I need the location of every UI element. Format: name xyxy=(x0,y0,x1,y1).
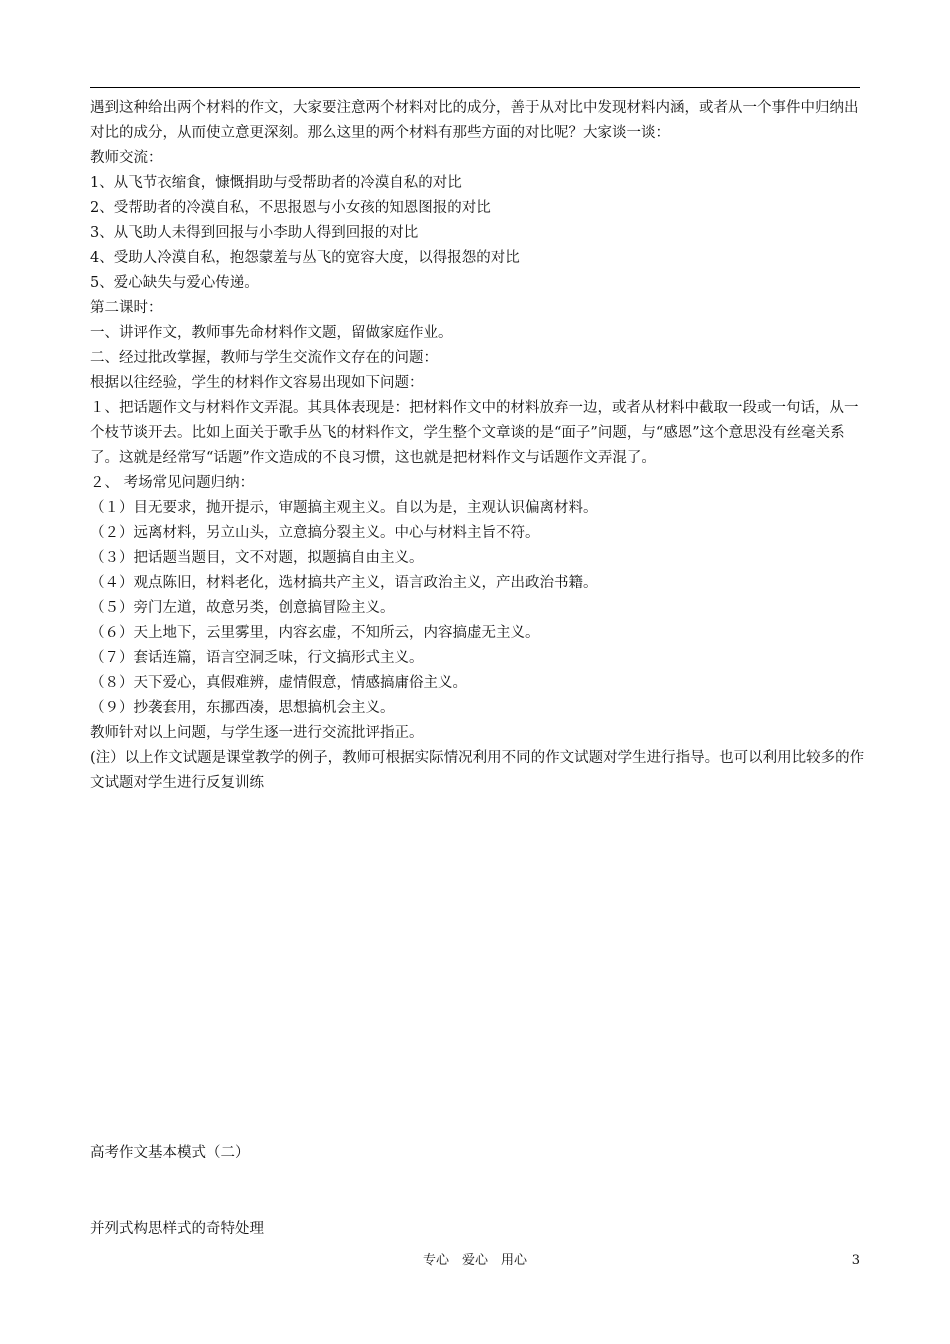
subsection-title: 并列式构思样式的奇特处理 xyxy=(90,1221,264,1237)
problem-item-1: （１）目无要求，抛开提示，审题搞主观主义。自以为是，主观认识偏离材料。 xyxy=(90,500,598,516)
contrast-item-1: 1、从飞节衣缩食，慷慨捐助与受帮助者的冷漠自私的对比 xyxy=(90,175,462,191)
footer-slogan: 专心 爱心 用心 xyxy=(422,1253,527,1268)
problem-item-3: （３）把话题当题目，文不对题，拟题搞自由主义。 xyxy=(90,550,424,566)
problem-item-7: （７）套话连篇，语言空洞乏味，行文搞形式主义。 xyxy=(90,650,424,666)
contrast-item-5: 5、爱心缺失与爱心传递。 xyxy=(90,275,259,291)
problem-item-4: （４）观点陈旧，材料老化，选材搞共产主义，语言政治主义，产出政治书籍。 xyxy=(90,575,598,591)
step-1: 一、讲评作文，教师事先命材料作文题，留做家庭作业。 xyxy=(90,325,453,341)
problem-1-paragraph: １、把话题作文与材料作文弄混。其具体表现是：把材料作文中的材料放弃一边，或者从材料中截取一段或一句话，从一个枝节谈开去。比如上面关于歌手丛飞的材料作文，学生整个文章谈的是“面子”问题，与“感恩”这个意思没有丝毫关系了。这就是经常写“话题”作文造成的不良习惯，这也就是把材料作文与话题作文弄混了。 xyxy=(90,400,859,466)
problem-item-5: （５）旁门左道，故意另类，创意搞冒险主义。 xyxy=(90,600,395,616)
contrast-item-4: 4、受助人冷漠自私，抱怨蒙羞与丛飞的宽容大度，以得报怨的对比 xyxy=(90,250,520,266)
intro-paragraph: 遇到这种给出两个材料的作文，大家要注意两个材料对比的成分，善于从对比中发现材料内涵，或者从一个事件中归纳出对比的成分，从而使立意更深刻。那么这里的两个材料有那些方面的对比呢？大家谈一谈： xyxy=(90,100,859,141)
problem-item-8: （８）天下爱心，真假难辨，虚情假意，情感搞庸俗主义。 xyxy=(90,675,467,691)
note-paragraph: (注）以上作文试题是课堂教学的例子，教师可根据实际情况利用不同的作文试题对学生进行指导。也可以利用比较多的作文试题对学生进行反复训练 xyxy=(90,750,865,791)
page-number: 3 xyxy=(851,1253,860,1268)
contrast-item-3: 3、从飞助人未得到回报与小李助人得到回报的对比 xyxy=(90,225,419,241)
problem-item-9: （９）抄袭套用，东挪西凑，思想搞机会主义。 xyxy=(90,700,395,716)
closing-line: 教师针对以上问题，与学生逐一进行交流批评指正。 xyxy=(90,725,424,741)
teacher-exchange-label: 教师交流： xyxy=(90,150,163,166)
section-title: 高考作文基本模式（二） xyxy=(90,1145,250,1161)
problem-item-2: （２）远离材料，另立山头，立意搞分裂主义。中心与材料主旨不符。 xyxy=(90,525,540,541)
step-2: 二、经过批改掌握，教师与学生交流作文存在的问题： xyxy=(90,350,438,366)
header-rule xyxy=(90,87,860,88)
contrast-item-2: 2、受帮助者的冷漠自私，不思报恩与小女孩的知恩图报的对比 xyxy=(90,200,491,216)
second-lesson-label: 第二课时： xyxy=(90,300,163,316)
body-text xyxy=(90,96,865,796)
problem-2-title: ２、 考场常见问题归纳： xyxy=(90,475,255,491)
problem-item-6: （６）天上地下，云里雾里，内容玄虚，不知所云，内容搞虚无主义。 xyxy=(90,625,540,641)
experience-line: 根据以往经验，学生的材料作文容易出现如下问题： xyxy=(90,375,424,391)
